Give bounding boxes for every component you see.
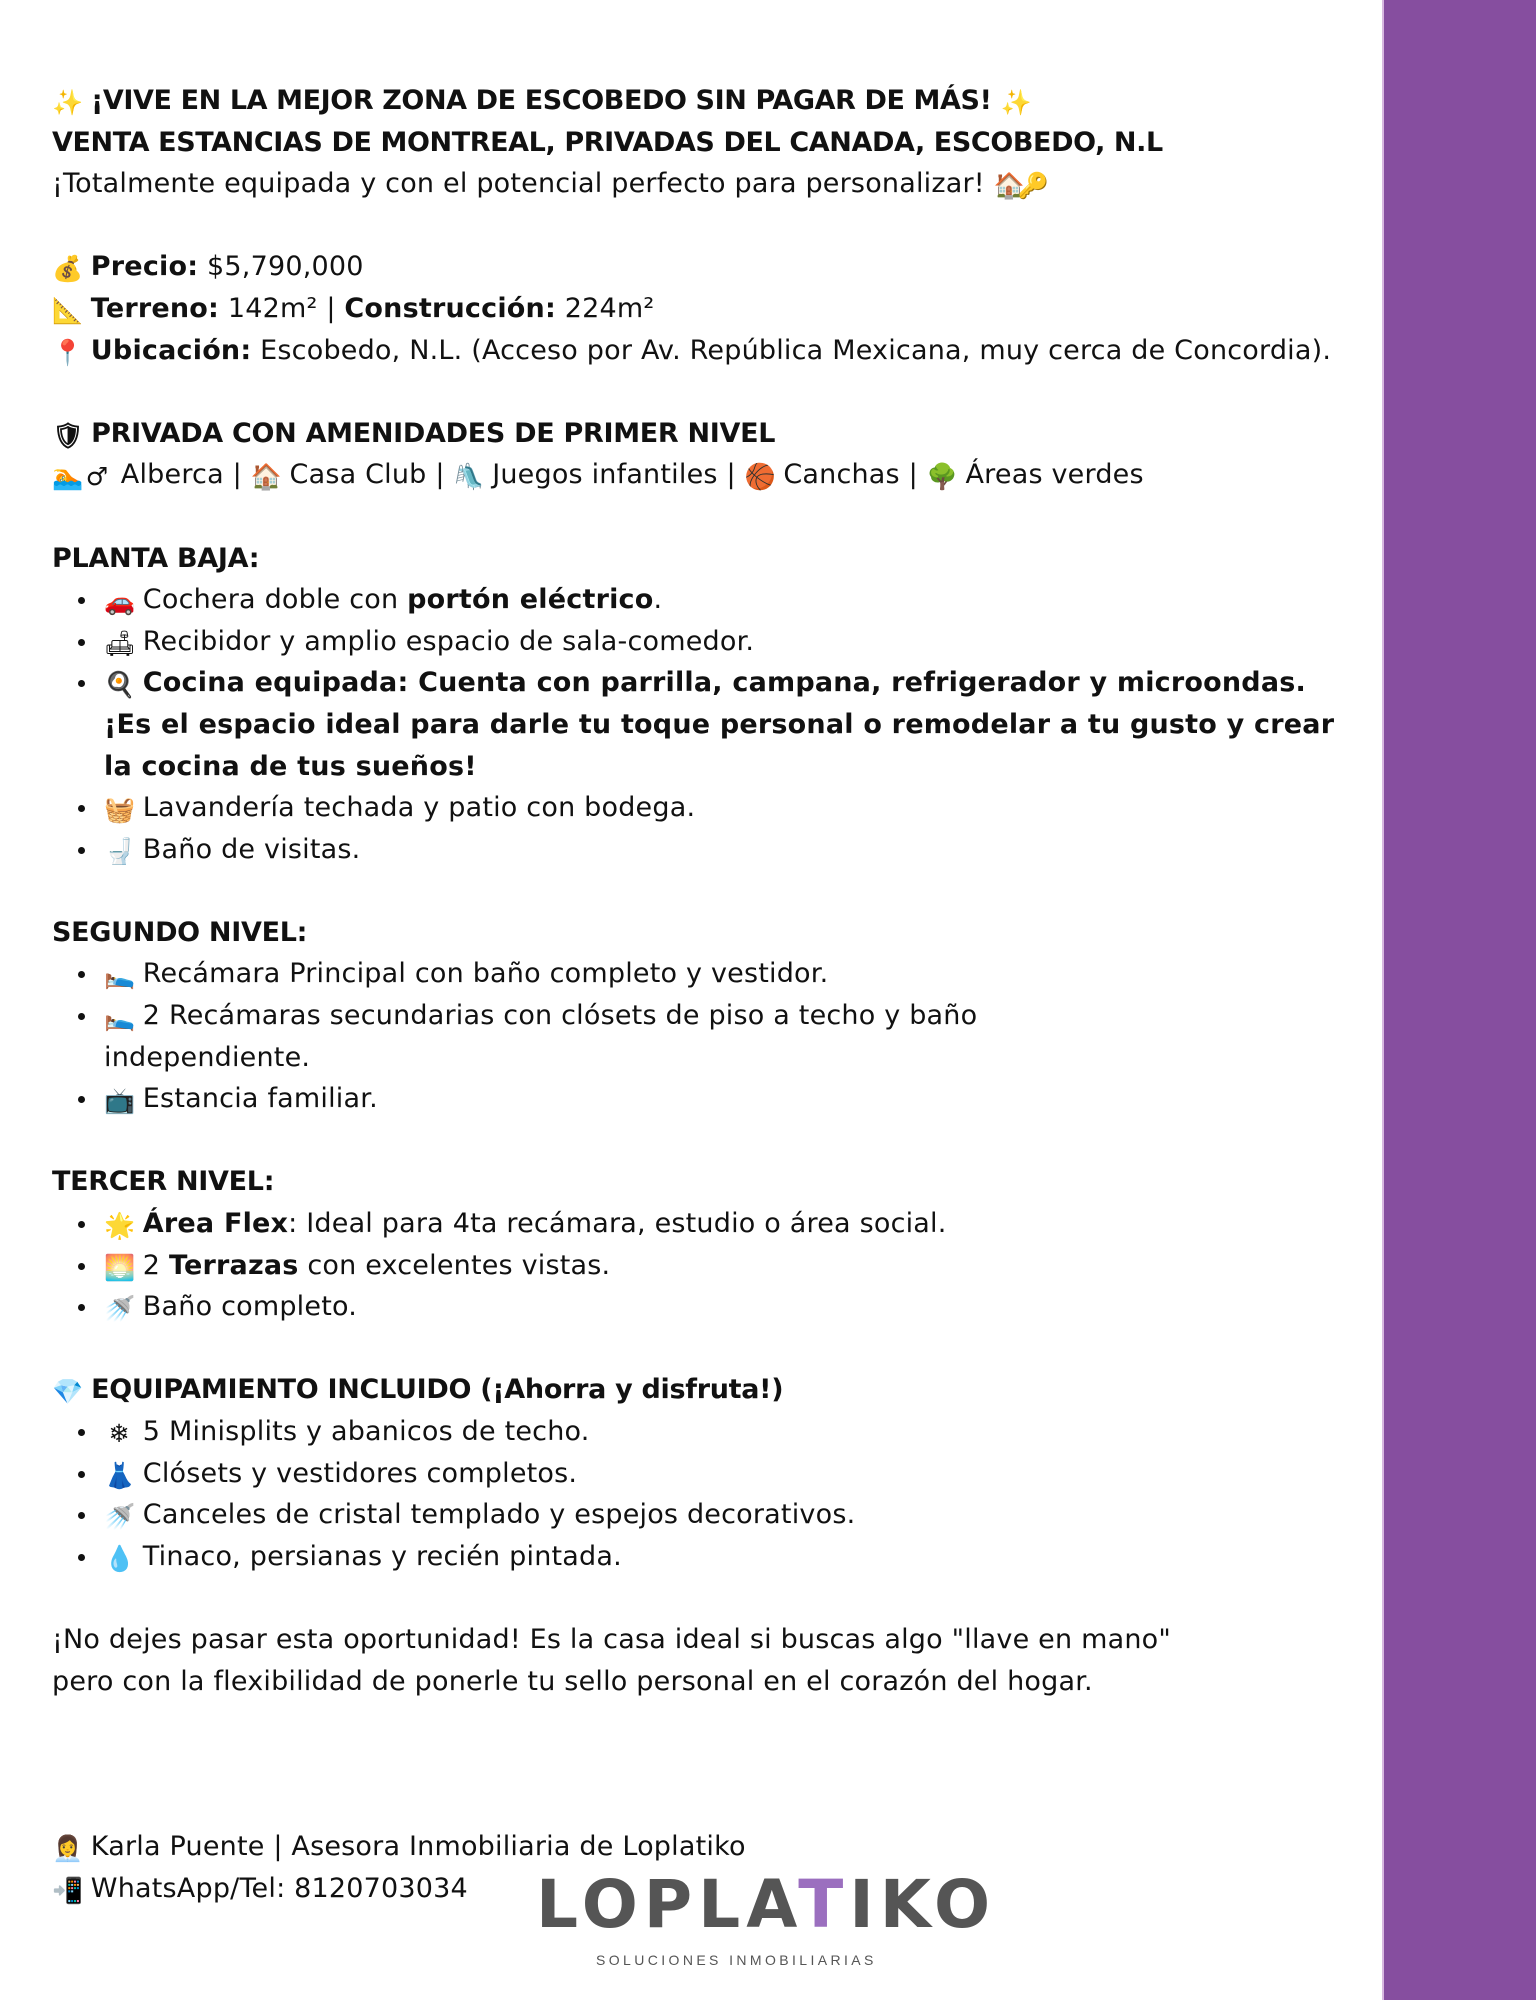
- snowflake-icon: ❄: [108, 1419, 130, 1448]
- list-item: 🚗 Cochera doble con portón eléctrico.: [76, 579, 1352, 621]
- area-row: 📐 Terreno: 142m² | Construcción: 224m²: [52, 292, 655, 325]
- phone-number[interactable]: WhatsApp/Tel: 8120703034: [90, 1872, 468, 1904]
- logo-tagline: SOLUCIONES INMOBILIARIAS: [596, 1952, 877, 1968]
- location-value: Escobedo, N.L. (Acceso por Av. República Mexicana, muy cerca de Concordia).: [260, 334, 1332, 366]
- car-icon: 🚗: [104, 587, 136, 617]
- sun-icon: 🌟: [104, 1211, 136, 1241]
- tree-icon: 🌳: [926, 462, 959, 492]
- office-worker-icon: 👩‍💼: [52, 1834, 84, 1863]
- list-item: 🛌 Recámara Principal con baño completo y vestidor.: [76, 953, 1352, 995]
- sparkles-icon: ✨: [1000, 88, 1032, 117]
- closing-line-1: ¡No dejes pasar esta oportunidad! Es la casa ideal si buscas algo "llave en mano": [52, 1623, 1171, 1655]
- house-icon: 🏠: [250, 462, 283, 492]
- equipamiento-list: [52, 1411, 1352, 1577]
- list-item: 🌟 Área Flex: Ideal para 4ta recámara, estudio o área social.: [76, 1203, 1352, 1245]
- television-icon: 📺: [104, 1086, 136, 1116]
- amenities-heading: 🛡 PRIVADA CON AMENIDADES DE PRIMER NIVEL: [52, 417, 776, 450]
- basket-icon: 🧺: [104, 795, 136, 825]
- list-item: 💧 Tinaco, persianas y recién pintada.: [76, 1536, 1352, 1578]
- listing-document: [52, 80, 1352, 1702]
- droplet-icon: 💧: [104, 1543, 136, 1573]
- agent-line: 👩‍💼 Karla Puente | Asesora Inmobiliaria de Loplatiko: [52, 1831, 746, 1863]
- list-item: 🧺 Lavandería techada y patio con bodega.: [76, 787, 1352, 829]
- location-row: 📍 Ubicación: Escobedo, N.L. (Acceso por Av. República Mexicana, muy cerca de Concordia).: [52, 334, 1332, 367]
- list-item: 🌅 2 Terrazas con excelentes vistas.: [76, 1245, 1352, 1287]
- list-item: 🍳 Cocina equipada: Cuenta con parrilla, campana, refrigerador y microondas. ¡Es el espacio ideal para darle tu toque personal o remodelar a tu gusto y crear la cocina de tus sueños!: [76, 662, 1354, 787]
- logo-wordmark: LOPLATIKO: [536, 1866, 997, 1943]
- segundo-nivel-heading: SEGUNDO NIVEL:: [52, 916, 308, 948]
- list-item: 🚿 Canceles de cristal templado y espejos decorativos.: [76, 1494, 1352, 1536]
- house-icon: 🏠: [993, 171, 1025, 201]
- listing-subtitle: VENTA ESTANCIAS DE MONTREAL, PRIVADAS DEL CANADA, ESCOBEDO, N.L: [52, 126, 1163, 158]
- headline: ✨ ¡VIVE EN LA MEJOR ZONA DE ESCOBEDO SIN PAGAR DE MÁS! ✨: [52, 85, 1032, 117]
- money-bag-icon: 💰: [52, 254, 84, 284]
- list-item: 👗 Clósets y vestidores completos.: [76, 1453, 1352, 1495]
- triangular-ruler-icon: 📐: [52, 295, 84, 325]
- segundo-nivel-list: [52, 953, 1352, 1119]
- round-pushpin-icon: 📍: [52, 337, 84, 367]
- amenities-list: 🏊♂ Alberca | 🏠 Casa Club | 🛝 Juegos infantiles | 🏀 Canchas | 🌳 Áreas verdes: [52, 459, 1144, 492]
- tercer-nivel-list: [52, 1203, 1352, 1328]
- closing-line-2: pero con la flexibilidad de ponerle tu sello personal en el corazón del hogar.: [52, 1665, 1093, 1697]
- planta-baja-list: [52, 579, 1352, 870]
- land-value: 142m²: [227, 292, 318, 324]
- equipamiento-heading: 💎 EQUIPAMIENTO INCLUIDO (¡Ahorra y disfruta!): [52, 1374, 784, 1407]
- list-item: 🚽 Baño de visitas.: [76, 829, 1352, 871]
- sparkles-icon: ✨: [52, 88, 83, 117]
- list-item: 📺 Estancia familiar.: [76, 1078, 1352, 1120]
- shield-icon: 🛡: [52, 420, 84, 450]
- frying-pan-icon: 🍳: [104, 670, 136, 700]
- basketball-icon: 🏀: [744, 462, 776, 492]
- planta-baja-heading: PLANTA BAJA:: [52, 542, 260, 574]
- couch-and-lamp-icon: 🛋: [104, 628, 136, 658]
- list-item: 🛌 2 Recámaras secundarias con clósets de piso a techo y baño independiente.: [76, 995, 1164, 1078]
- shower-icon: 🚿: [104, 1502, 136, 1532]
- bed-icon: 🛌: [104, 1003, 136, 1033]
- key-icon: 🔑: [1017, 171, 1049, 201]
- construction-value: 224m²: [564, 292, 655, 324]
- price-value: $5,790,000: [207, 251, 364, 283]
- price-row: 💰 Precio: $5,790,000: [52, 251, 364, 284]
- dress-icon: 👗: [104, 1460, 136, 1490]
- list-item: ❄ 5 Minisplits y abanicos de techo.: [76, 1411, 1352, 1453]
- loplatiko-logo: [536, 1866, 997, 1968]
- tagline: ¡Totalmente equipada y con el potencial perfecto para personalizar! 🏠🔑: [52, 168, 1049, 201]
- playground-slide-icon: 🛝: [453, 462, 485, 492]
- shower-icon: 🚿: [104, 1294, 136, 1324]
- tercer-nivel-heading: TERCER NIVEL:: [52, 1166, 275, 1198]
- swimmer-icon: 🏊: [52, 462, 84, 492]
- list-item: 🚿 Baño completo.: [76, 1286, 1352, 1328]
- toilet-icon: 🚽: [104, 836, 136, 866]
- male-sign-icon: ♂: [85, 462, 109, 492]
- logo-door-accent: T: [798, 1866, 850, 1943]
- gem-icon: 💎: [52, 1377, 83, 1407]
- mobile-phone-arrow-icon: 📲: [52, 1875, 84, 1905]
- bed-icon: 🛌: [104, 961, 136, 991]
- sunrise-icon: 🌅: [104, 1252, 136, 1282]
- purple-sidebar-band: [1382, 0, 1536, 2000]
- list-item: 🛋 Recibidor y amplio espacio de sala-comedor.: [76, 621, 1352, 663]
